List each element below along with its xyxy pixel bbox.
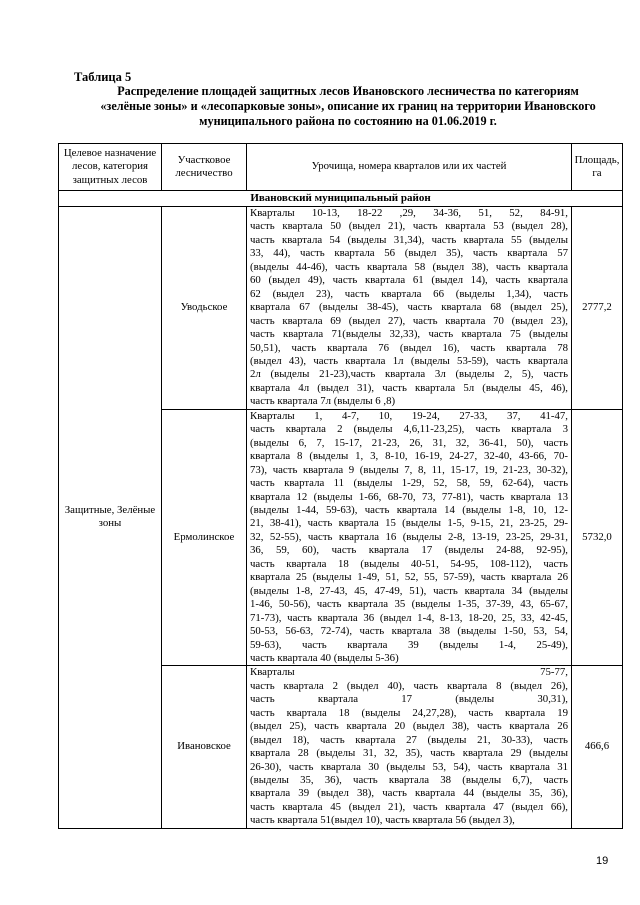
tract-line: 36, 59, 60), часть квартала 17 (выделы 24-88, 92-95), xyxy=(250,544,568,557)
header-tract: Урочища, номера кварталов или их частей xyxy=(247,144,572,191)
category-cell: Защитные, Зелёные зоны xyxy=(59,207,162,829)
tract-line: часть квартала 69 (выдел 27), часть квартала 70 (выдел 23), xyxy=(250,314,568,327)
table-row xyxy=(59,207,623,410)
title-line: Распределение площадей защитных лесов Ивановского лесничества по категориям xyxy=(117,84,579,98)
tract-line: часть квартала 51(выдел 10), часть квартала 56 (выдел 3), xyxy=(250,814,515,827)
tract-line: 50-53, 56-63, 72-74), часть квартала 38 (выделы 1-50, 53, 54, xyxy=(250,625,568,638)
tract-line: 60 (выдел 49), часть квартала 61 (выдел 14), часть квартала xyxy=(250,274,568,287)
header-purpose: Целевое назначение лесов, категория защитных лесов xyxy=(59,144,162,191)
table-number: Таблица 5 xyxy=(74,70,132,84)
tract-line: (выдел 18), часть квартала 27 (выделы 21, 30-33), часть xyxy=(250,733,568,746)
tract-line: Кварталы 10-13, 18-22 ,29, 34-36, 51, 52, 84-91, xyxy=(250,207,568,219)
district-cell: Ермолинское xyxy=(162,409,247,666)
district-cell: Уводьское xyxy=(162,207,247,410)
tract-line: часть квартала 54 (выделы 31,34), часть квартала 55 (выделы xyxy=(250,233,568,246)
tract-line: (выделы 1-44, 59-63), часть квартала 14 (выделы 1-8, 10, 12- xyxy=(250,503,568,516)
tract-line: 62 (выдел 23), часть квартала 66 (выделы 1,34), часть xyxy=(250,287,568,300)
tract-line: квартала 25 (выделы 1-49, 51, 52, 55, 57-59), часть квартала 26 xyxy=(250,571,568,584)
document-title xyxy=(74,84,622,129)
tract-line: квартала 12 (выделы 1-66, 68-70, 73, 77-81), часть квартала 13 xyxy=(250,490,568,503)
tract-line: часть квартала 7л (выделы 6 ,8) xyxy=(250,395,396,408)
tract-line: 33, 44), часть квартала 56 (выдел 35), часть квартала 57 xyxy=(250,247,568,260)
tract-line: 1-46, 50-56), часть квартала 35 (выделы 1-35, 37-39, 43, 65-67, xyxy=(250,598,568,611)
tract-line: квартала 67 (выделы 38-45), часть квартала 68 (выдел 25), xyxy=(250,301,568,314)
tract-line: 21, 38-41), часть квартала 15 (выделы 1-5, 9-15, 21, 23-25, 29- xyxy=(250,517,568,530)
tract-line: Кварталы 1, 4-7, 10, 19-24, 27-33, 37, 41-47, xyxy=(250,409,568,422)
tract-line: 26-30), часть квартала 30 (выделы 53, 54), часть квартала 31 xyxy=(250,760,568,773)
tract-line: часть квартала 11 (выделы 1-29, 52, 58, 59, 62-64), часть xyxy=(250,477,568,490)
area-cell: 5732,0 xyxy=(572,409,623,666)
area-cell: 2777,2 xyxy=(572,207,623,410)
tract-line: квартала 39 (выдел 38), часть квартала 44 (выделы 35, 36), xyxy=(250,787,568,800)
tract-cell xyxy=(247,666,572,828)
tract-line: (выдел 43), часть квартала 1л (выделы 53-59), часть квартала xyxy=(250,354,568,367)
tract-line: часть квартала 50 (выдел 21), часть квартала 53 (выдел 28), xyxy=(250,220,568,233)
tract-line: часть квартала 45 (выдел 21), часть квартала 47 (выдел 66), xyxy=(250,800,568,813)
header-row xyxy=(59,144,623,191)
tract-line: часть квартала 18 (выделы 24,27,28), часть квартала 19 xyxy=(250,706,568,719)
tract-line: 73), часть квартала 9 (выделы 7, 8, 11, 15-17, 19, 21-23, 30-32), xyxy=(250,463,568,476)
section-title: Ивановский муниципальный район xyxy=(59,191,623,207)
tract-line: (выделы 1-8, 27-43, 45, 47-49, 51), часть квартала 34 (выделы xyxy=(250,584,568,597)
tract-line: часть квартала 71(выделы 32,33), часть квартала 75 (выделы xyxy=(250,328,568,341)
tract-line: часть квартала 2 (выдел 40), часть квартала 8 (выдел 26), xyxy=(250,679,568,692)
tract-line: 71-73), часть квартала 36 (выдел 1-4, 8-13, 18-20, 25, 33, 42-45, xyxy=(250,611,568,624)
area-cell: 466,6 xyxy=(572,666,623,828)
header-district: Участковое лесничество xyxy=(162,144,247,191)
tract-line: часть квартала 17 (выделы 30,31), xyxy=(250,693,568,706)
tract-line: 50,51), часть квартала 76 (выдел 16), часть квартала 78 xyxy=(250,341,568,354)
district-cell: Ивановское xyxy=(162,666,247,828)
tract-line: квартала 4л (выдел 31), часть квартала 5л (выделы 45, 46), xyxy=(250,381,568,394)
tract-line: Кварталы 75-77, xyxy=(250,666,568,679)
tract-cell xyxy=(247,207,572,410)
forest-areas-table xyxy=(58,143,623,829)
page-number: 19 xyxy=(596,855,609,867)
tract-line: часть квартала 40 (выделы 5-36) xyxy=(250,651,399,664)
tract-line: (выделы 35, 36), часть квартала 38 (выделы 6,7), часть xyxy=(250,774,568,787)
section-row xyxy=(59,191,623,207)
header-area: Площадь, га xyxy=(572,144,623,191)
title-line: муниципального района по состоянию на 01.06.2019 г. xyxy=(199,114,497,128)
tract-line: квартала 8 (выделы 1, 3, 8-10, 16-19, 24-27, 32-40, 43-66, 70- xyxy=(250,450,568,463)
tract-line: 2л (выделы 21-23),часть квартала 3л (выделы 2, 5), часть xyxy=(250,368,568,381)
tract-line: 59-63), часть квартала 39 (выделы 1-4, 25-49), xyxy=(250,638,568,651)
tract-line: часть квартала 18 (выделы 40-51, 54-95, 108-112), часть xyxy=(250,557,568,570)
title-line: «зелёные зоны» и «лесопарковые зоны», описание их границ на территории Ивановского xyxy=(100,99,596,113)
tract-line: часть квартала 2 (выделы 4,6,11-23,25), часть квартала 3 xyxy=(250,423,568,436)
tract-line: квартала 28 (выделы 31, 32, 35), часть квартала 29 (выделы xyxy=(250,747,568,760)
tract-cell xyxy=(247,409,572,666)
tract-line: 32, 52-55), часть квартала 16 (выделы 2-8, 13-19, 23-25, 29-31, xyxy=(250,530,568,543)
tract-line: (выделы 44-46), часть квартала 58 (выдел 38), часть квартала xyxy=(250,260,568,273)
tract-line: (выделы 6, 7, 15-17, 21-23, 26, 31, 32, 36-41, 50), часть xyxy=(250,436,568,449)
tract-line: (выдел 25), часть квартала 20 (выдел 38), часть квартала 26 xyxy=(250,720,568,733)
